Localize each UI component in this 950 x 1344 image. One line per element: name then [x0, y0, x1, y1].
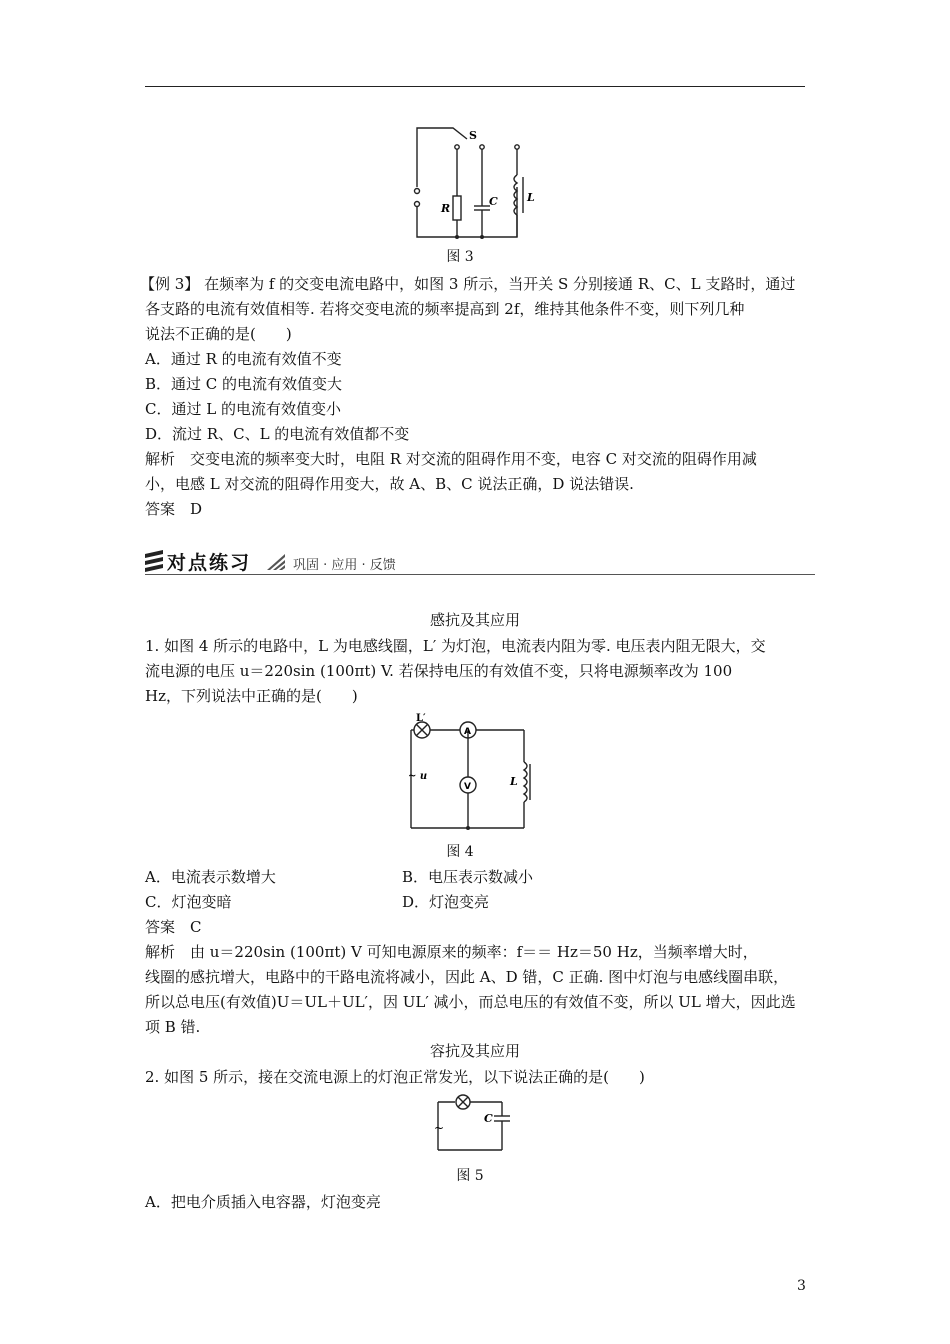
figure-5-caption: 图 5	[456, 1168, 484, 1184]
figure-4-circuit	[398, 710, 548, 835]
figure-3-caption: 图 3	[446, 249, 474, 265]
example-3-analysis-line-2: 小，电感 L 对交流的阻碍作用变大，故 A、B、C 说法正确，D 说法错误.	[145, 475, 634, 493]
example-3-option-a: A．通过 R 的电流有效值不变	[145, 350, 342, 368]
question-1-analysis-line-4: 项 B 错.	[145, 1018, 201, 1036]
example-3-line-2: 各支路的电流有效值相等. 若将交变电流的频率提高到 2f，维持其他条件不变，则下列几种	[145, 300, 745, 318]
inductor-label: L	[527, 191, 535, 204]
question-2-line-1: 2. 如图 5 所示，接在交流电源上的灯泡正常发光，以下说法正确的是( )	[145, 1068, 645, 1086]
section-title: 对点练习	[167, 552, 252, 574]
question-1-analysis-line-1: 解析 由 u＝220sin (100πt) V 可知电源原来的频率：f＝＝ Hz＝50 Hz，当频率增大时，	[145, 943, 758, 961]
figure-5-circuit	[430, 1090, 520, 1156]
ammeter-label: A	[464, 727, 471, 737]
question-1-option-c: C．灯泡变暗	[145, 893, 232, 911]
source-symbol-fig5: ~	[434, 1121, 445, 1135]
capacitor-label-fig5: C	[484, 1112, 493, 1125]
section-stripes-icon	[145, 550, 165, 572]
example-3-option-b: B．通过 C 的电流有效值变大	[145, 375, 343, 393]
question-1-analysis-line-3: 所以总电压(有效值)U＝UL＋UL′，因 UL′ 减小，而总电压的有效值不变，所以 UL 增大，因此选	[145, 993, 796, 1011]
section-header	[145, 546, 815, 578]
example-3-answer: 答案 D	[145, 500, 203, 518]
capacitor-label: C	[489, 195, 498, 208]
switch-label: S	[469, 129, 477, 142]
lamp-label: L′	[416, 713, 426, 724]
question-1-line-2: 流电源的电压 u＝220sin (100πt) V. 若保持电压的有效值不变，只将电源频率改为 100	[145, 662, 733, 680]
question-2-option-a: A．把电介质插入电容器，灯泡变亮	[145, 1193, 381, 1211]
section-subtitle: 巩固 · 应用 · 反馈	[293, 558, 396, 573]
question-1-answer: 答案 C	[145, 918, 202, 936]
figure-4-caption: 图 4	[446, 844, 474, 860]
question-1-option-d: D．灯泡变亮	[402, 893, 490, 911]
topic-2-title: 容抗及其应用	[429, 1042, 520, 1060]
section-pencil-icon	[265, 552, 287, 572]
question-1-option-b: B．电压表示数减小	[402, 868, 534, 886]
inductor-label-fig4: L	[510, 775, 518, 788]
question-1-analysis-line-2: 线圈的感抗增大，电路中的干路电流将减小，因此 A、D 错，C 正确. 图中灯泡与电感线圈串联，	[145, 968, 789, 986]
question-1-option-a: A．电流表示数增大	[145, 868, 276, 886]
example-3-option-d: D．流过 R、C、L 的电流有效值都不变	[145, 425, 410, 443]
section-underline	[145, 574, 815, 575]
figure-3-circuit	[405, 125, 545, 243]
resistor-label: R	[441, 202, 451, 215]
example-3-line-1: 【例 3】 在频率为 f 的交变电流电路中，如图 3 所示，当开关 S 分别接通 R、C、L 支路时，通过	[140, 275, 796, 293]
question-1-line-3: Hz，下列说法中正确的是( )	[145, 687, 358, 705]
question-1-line-1: 1. 如图 4 所示的电路中，L 为电感线圈，L′ 为灯泡，电流表内阻为零. 电压表内阻无限大，交	[145, 637, 766, 655]
header-rule	[145, 86, 805, 87]
topic-1-title: 感抗及其应用	[429, 611, 520, 629]
example-3-analysis-line-1: 解析 交变电流的频率变大时，电阻 R 对交流的阻碍作用不变，电容 C 对交流的阻碍作用减	[145, 450, 757, 468]
voltmeter-label: V	[464, 782, 471, 792]
source-label: ~ u	[408, 771, 428, 782]
example-3-option-c: C．通过 L 的电流有效值变小	[145, 400, 341, 418]
example-3-line-3: 说法不正确的是( )	[145, 325, 292, 343]
page-number: 3	[797, 1278, 806, 1294]
